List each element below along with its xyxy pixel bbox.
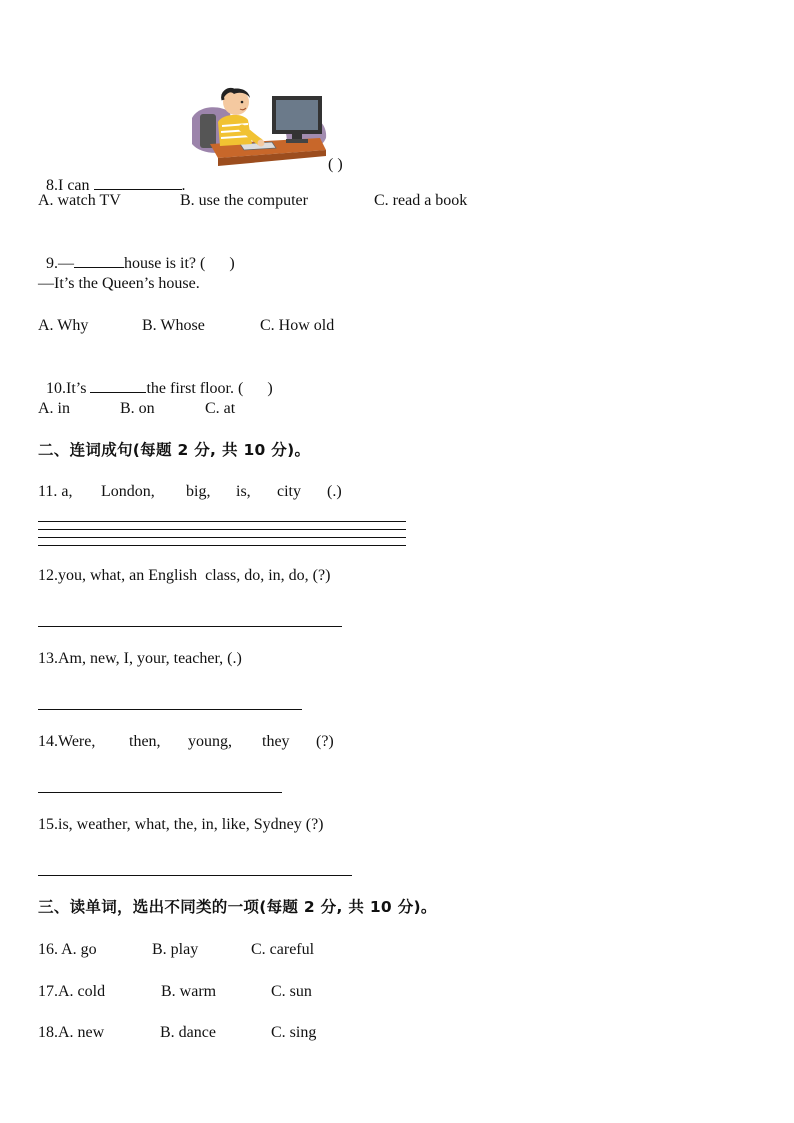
- question-9: [38, 233, 235, 274]
- q16-option-b: B. play: [152, 941, 199, 958]
- question-10-stem-start: 10.It’s: [46, 380, 91, 397]
- question-10-stem-end: the first floor. ( ): [146, 380, 273, 397]
- q14-word: (?): [316, 733, 334, 750]
- q18-option-b: B. dance: [160, 1024, 216, 1041]
- answer-line[interactable]: [38, 875, 352, 876]
- writing-line[interactable]: [38, 521, 406, 522]
- q8-option-b: B. use the computer: [180, 192, 308, 209]
- q9-option-a: A. Why: [38, 317, 89, 334]
- q10-option-c: C. at: [205, 400, 236, 417]
- q14-word: they: [262, 733, 290, 750]
- q14-word: 14.Were,: [38, 733, 96, 750]
- question-8-stem: 8.I can: [46, 177, 94, 194]
- q14-word: young,: [188, 733, 232, 750]
- q8-option-a: A. watch TV: [38, 192, 121, 209]
- q17-option-a: 17.A. cold: [38, 983, 106, 1000]
- question-15: 15.is, weather, what, the, in, like, Sydney (?): [38, 816, 324, 833]
- q17-option-b: B. warm: [161, 983, 217, 1000]
- q10-option-b: B. on: [120, 400, 155, 417]
- writing-line[interactable]: [38, 537, 406, 538]
- q16-option-c: C. careful: [251, 941, 315, 958]
- q9-option-b: B. Whose: [142, 317, 205, 334]
- answer-blank[interactable]: [90, 378, 146, 393]
- q16-option-a: 16. A. go: [38, 941, 97, 958]
- question-9-stem-end: house is it? ( ): [124, 255, 235, 272]
- writing-line[interactable]: [38, 545, 406, 546]
- section-2-heading: 二、连词成句(每题 2 分, 共 10 分)。: [38, 441, 311, 459]
- question-10: [38, 358, 273, 399]
- q18-option-c: C. sing: [271, 1024, 317, 1041]
- question-12: 12.you, what, an English class, do, in, do, (?): [38, 567, 331, 584]
- question-9-stem-start: 9.—: [46, 255, 74, 272]
- q8-option-c: C. read a book: [374, 192, 468, 209]
- question-8-period: .: [181, 177, 186, 194]
- question-8-answer-paren[interactable]: ( ): [328, 156, 343, 173]
- q17-option-c: C. sun: [271, 983, 312, 1000]
- q11-word: London,: [101, 483, 155, 500]
- answer-line[interactable]: [38, 709, 302, 710]
- q11-word: 11. a,: [38, 483, 73, 500]
- q18-option-a: 18.A. new: [38, 1024, 105, 1041]
- section-3-heading: 三、读单词，选出不同类的一项(每题 2 分, 共 10 分)。: [38, 898, 437, 916]
- answer-blank[interactable]: [94, 175, 182, 190]
- q14-word: then,: [129, 733, 161, 750]
- answer-blank[interactable]: [74, 253, 124, 268]
- question-9-answer-line: —It’s the Queen’s house.: [38, 275, 200, 292]
- q11-word: big,: [186, 483, 211, 500]
- q9-option-c: C. How old: [260, 317, 335, 334]
- q11-word: (.): [327, 483, 342, 500]
- writing-line[interactable]: [38, 529, 406, 530]
- q10-option-a: A. in: [38, 400, 70, 417]
- q11-word: city: [277, 483, 301, 500]
- answer-line[interactable]: [38, 626, 342, 627]
- question-8: [38, 155, 186, 196]
- boy-computer-illustration: [188, 78, 330, 170]
- q11-word: is,: [236, 483, 251, 500]
- answer-line[interactable]: [38, 792, 282, 793]
- question-13: 13.Am, new, I, your, teacher, (.): [38, 650, 242, 667]
